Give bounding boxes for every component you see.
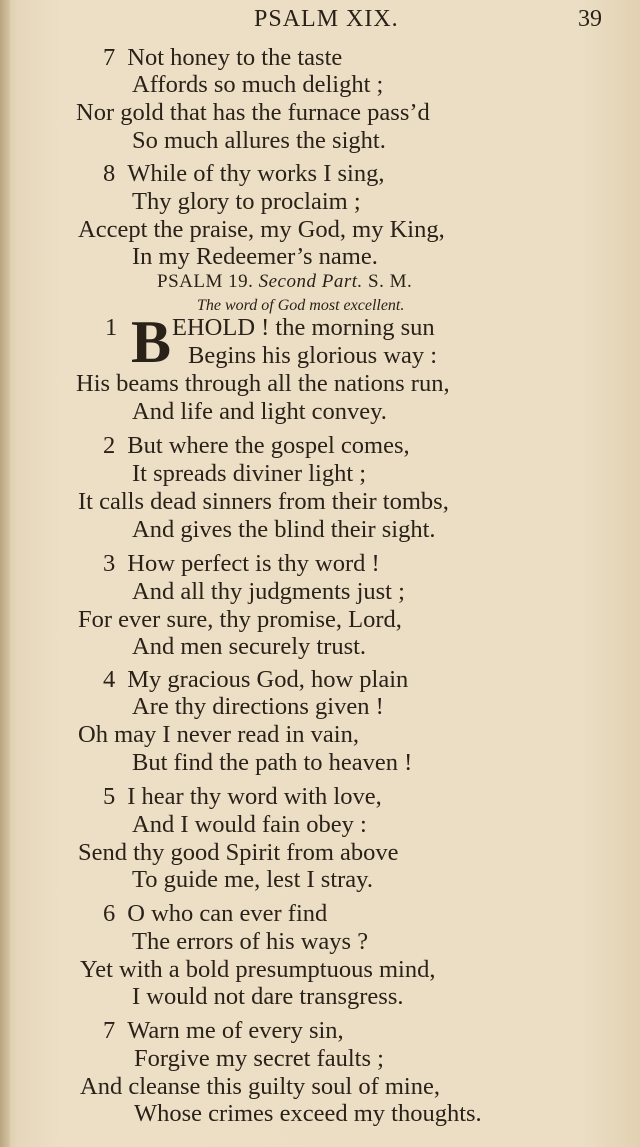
verse-line: And I would fain obey : [132,811,367,838]
running-head: PSALM XIX. [254,6,399,32]
verse-number: 7 [103,1017,116,1044]
verse-line: Accept the praise, my God, my King, [78,216,445,243]
verse-line: Are thy directions given ! [132,693,384,720]
verse-line: But find the path to heaven ! [132,749,413,776]
verse-line: It spreads diviner light ; [132,460,367,487]
verse-line: Nor gold that has the furnace pass’d [76,99,430,126]
verse-line: It calls dead sinners from their tombs, [78,488,449,515]
verse-line: Yet with a bold presumptuous mind, [80,956,436,983]
verse-number: 3 [103,550,116,577]
verse-line: Send thy good Spirit from above [78,839,399,866]
verse-line: EHOLD ! the morning sun [172,314,435,341]
drop-cap: B [131,309,172,375]
verse-line: Thy glory to proclaim ; [132,188,361,215]
verse-line: 7 Warn me of every sin, [103,1017,344,1044]
verse-number: 4 [103,666,116,693]
verse-line: I would not dare transgress. [132,983,404,1010]
verse-line: 4 My gracious God, how plain [103,666,409,693]
verse-number: 6 [103,900,116,927]
binding-gutter [0,0,10,1147]
verse-line: Affords so much delight ; [132,71,384,98]
verse-line: And gives the blind their sight. [132,516,436,543]
verse-line: For ever sure, thy promise, Lord, [78,606,402,633]
verse-line: Oh may I never read in vain, [78,721,359,748]
section-subtitle: The word of God most excellent. [197,297,405,314]
verse-line: 8 While of thy works I sing, [103,160,385,187]
verse-line: 2 But where the gospel comes, [103,432,410,459]
verse-number: 7 [103,44,116,71]
verse-line: Whose crimes exceed my thoughts. [134,1100,482,1127]
section-heading: PSALM 19. Second Part. S. M. [157,271,413,292]
verse-line: So much allures the sight. [132,127,386,154]
verse-number: 8 [103,160,116,187]
verse-number: 2 [103,432,116,459]
verse-line: And life and light convey. [132,398,387,425]
page-number: 39 [578,6,602,32]
verse-line: 7 Not honey to the taste [103,44,343,71]
verse-line: And cleanse this guilty soul of mine, [80,1073,440,1100]
verse-line: 3 How perfect is thy word ! [103,550,380,577]
verse-line: His beams through all the nations run, [76,370,450,397]
verse-line: 5 I hear thy word with love, [103,783,382,810]
verse-number: 1 [105,314,118,341]
verse-number: 5 [103,783,116,810]
verse-line: The errors of his ways ? [132,928,369,955]
verse-line: In my Redeemer’s name. [132,243,378,270]
verse-line: Begins his glorious way : [188,342,438,369]
verse-line: 6 O who can ever find [103,900,328,927]
verse-line: And men securely trust. [132,633,367,660]
verse-line: Forgive my secret faults ; [134,1045,384,1072]
verse-line: To guide me, lest I stray. [132,866,373,893]
verse-line: And all thy judgments just ; [132,578,405,605]
